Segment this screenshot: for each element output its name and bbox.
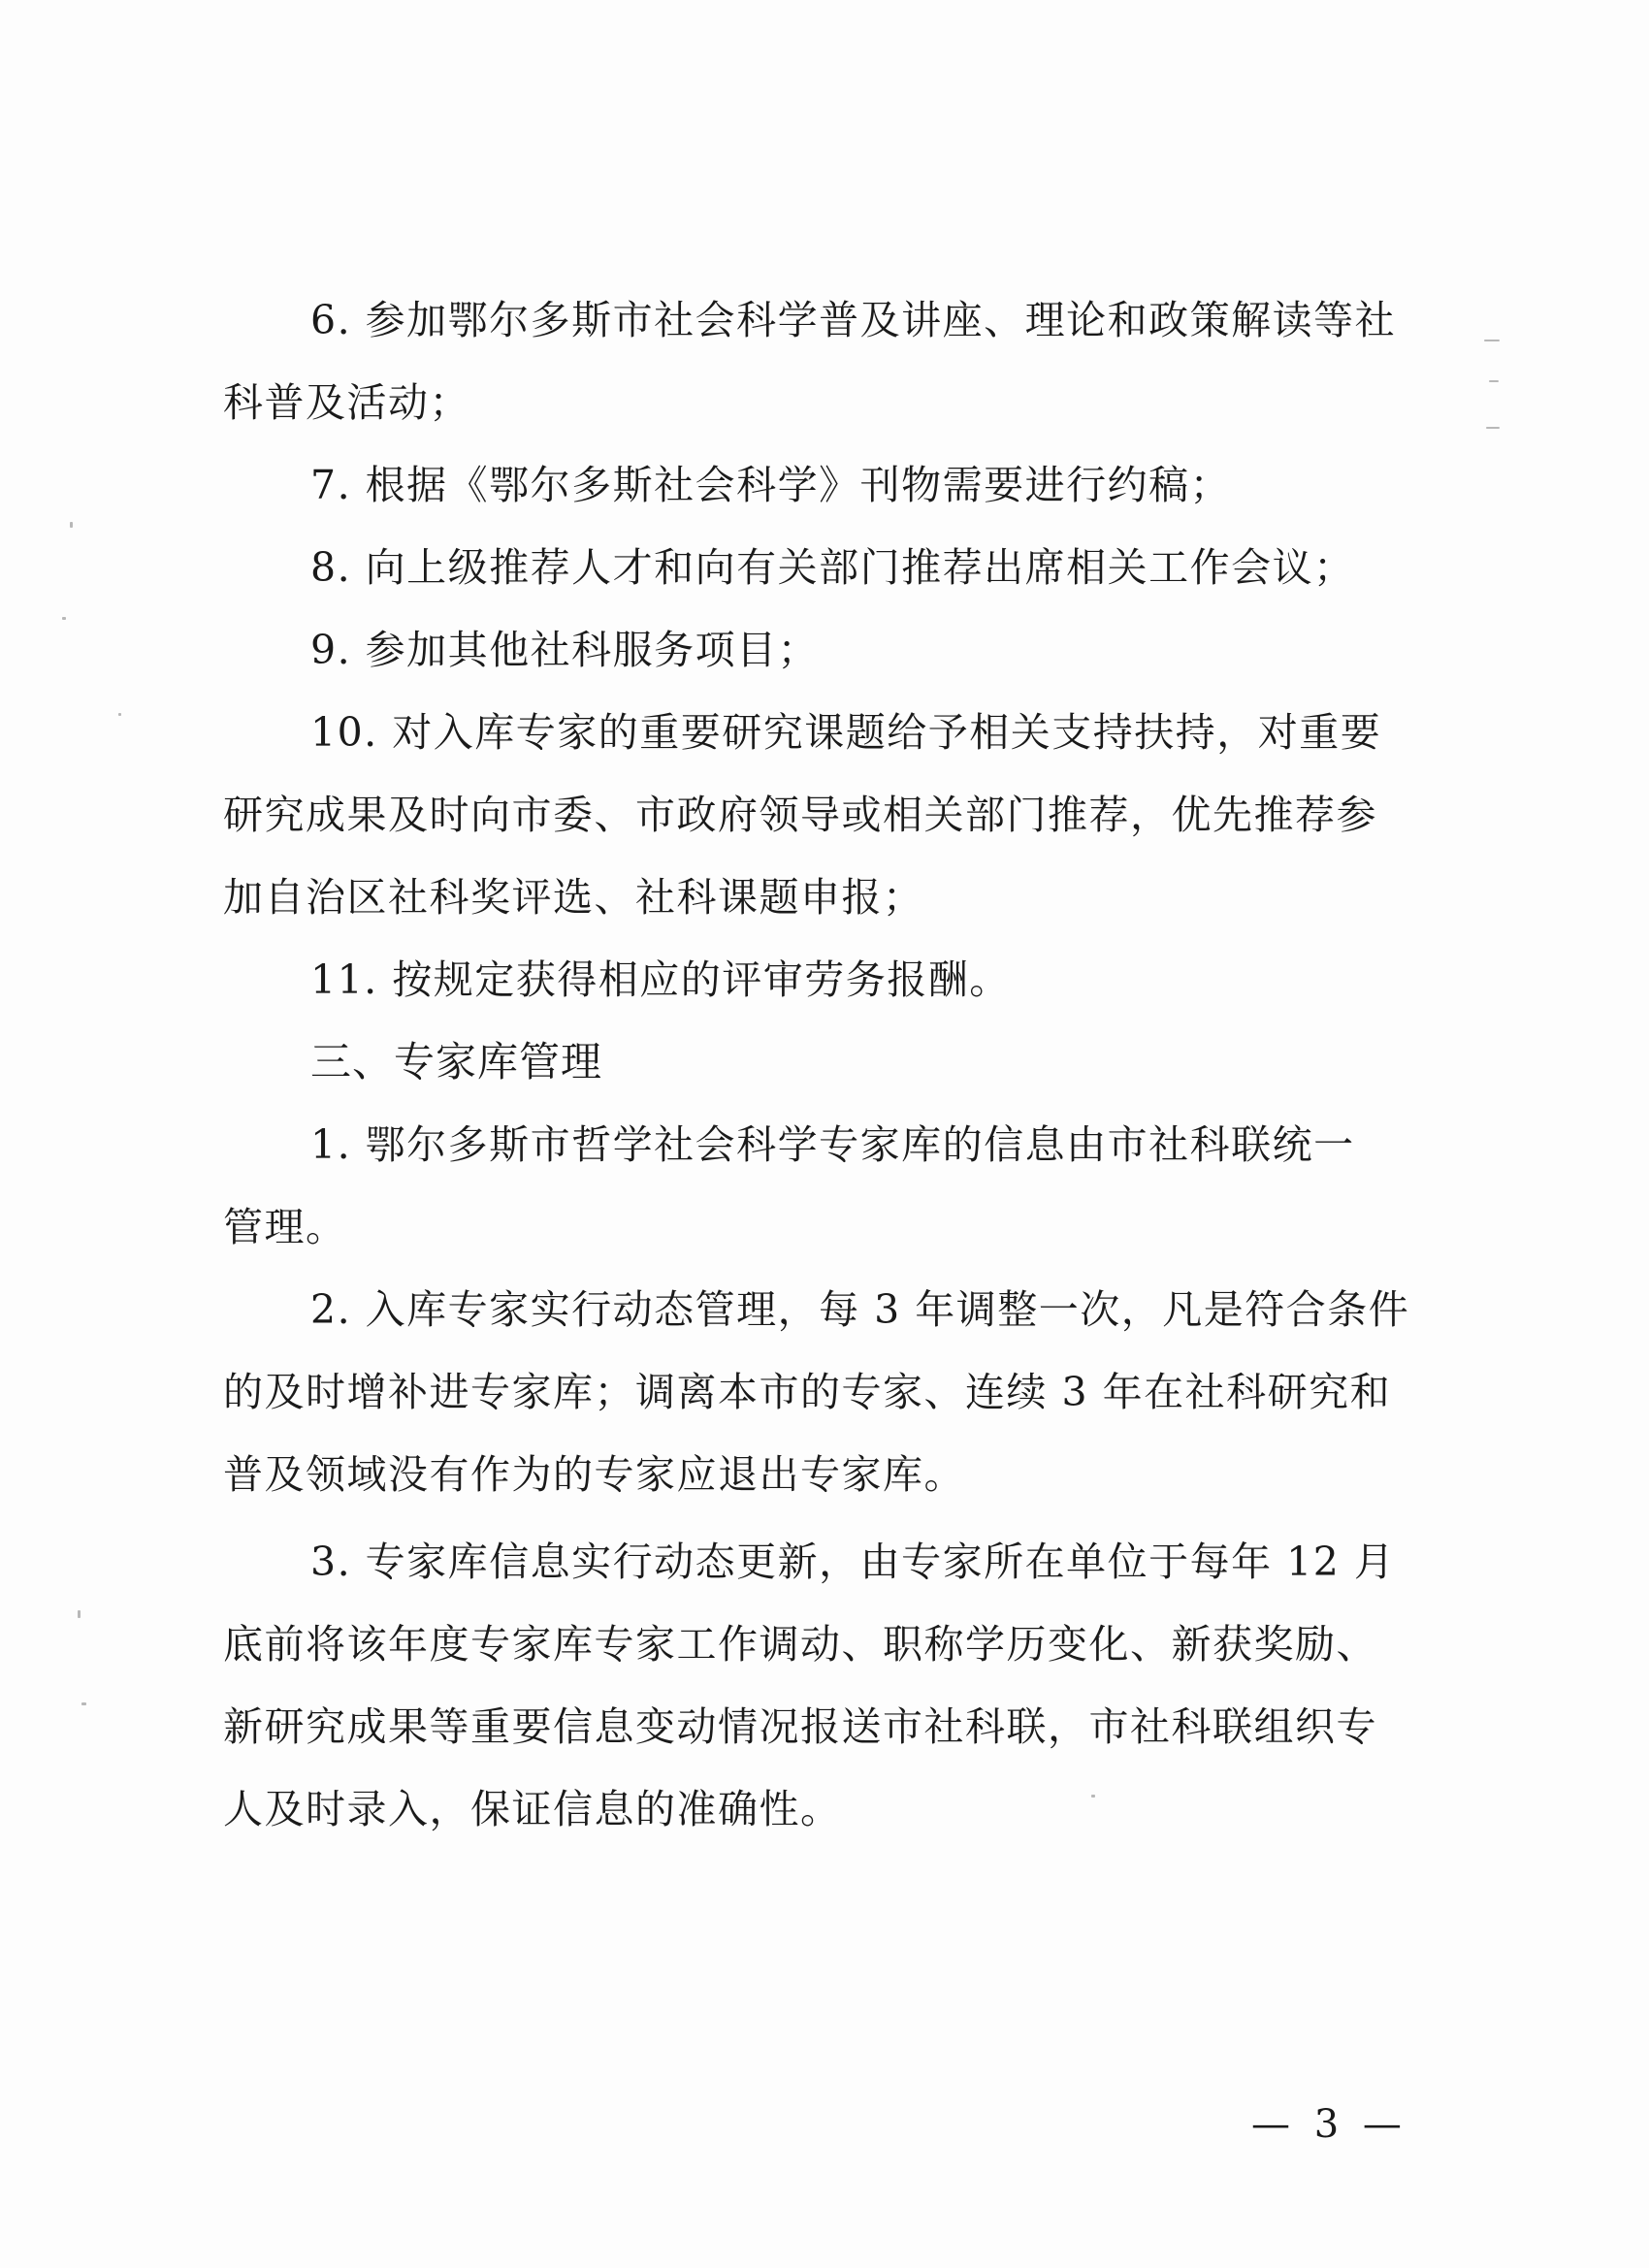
mgmt-item-2-line-3: 普及领域没有作为的专家应退出专家库。 <box>223 1451 965 1498</box>
mgmt-item-2-line-2: 的及时增补进专家库；调离本市的专家、连续 3 年在社科研究和 <box>223 1369 1392 1415</box>
scan-speck <box>81 1702 86 1705</box>
item-10-line-1: 10. 对入库专家的重要研究课题给予相关支持扶持，对重要 <box>310 709 1382 756</box>
item-6-line-1: 6. 参加鄂尔多斯市社会科学普及讲座、理论和政策解读等社 <box>310 297 1397 343</box>
scan-speck <box>62 617 66 620</box>
item-7: 7. 根据《鄂尔多斯社会科学》刊物需要进行约稿； <box>310 462 1232 508</box>
scan-speck <box>78 1610 81 1618</box>
page-number: — 3 — <box>1251 2102 1407 2147</box>
mgmt-item-3-line-2: 底前将该年度专家库专家工作调动、职称学历变化、新获奖励、 <box>223 1621 1377 1668</box>
item-9: 9. 参加其他社科服务项目； <box>310 627 820 673</box>
scan-speck <box>70 522 73 528</box>
mgmt-item-3-line-4: 人及时录入，保证信息的准确性。 <box>223 1786 842 1832</box>
item-8: 8. 向上级推荐人才和向有关部门推荐出席相关工作会议； <box>310 544 1355 591</box>
mgmt-item-2-line-1: 2. 入库专家实行动态管理，每 3 年调整一次，凡是符合条件 <box>310 1286 1410 1333</box>
mgmt-item-1-line-2: 管理。 <box>223 1204 347 1250</box>
section-heading-expert-library-management: 三、专家库管理 <box>310 1038 603 1085</box>
mgmt-item-1-line-1: 1. 鄂尔多斯市哲学社会科学专家库的信息由市社科联统一 <box>310 1121 1355 1168</box>
scan-speck <box>1489 380 1499 382</box>
scan-speck <box>1091 1795 1095 1798</box>
item-11: 11. 按规定获得相应的评审劳务报酬。 <box>310 956 1011 1003</box>
mgmt-item-3-line-1: 3. 专家库信息实行动态更新，由专家所在单位于每年 12 月 <box>310 1539 1396 1585</box>
item-6-line-2: 科普及活动； <box>223 379 470 426</box>
scan-speck <box>1486 427 1500 429</box>
scan-speck <box>1484 340 1500 341</box>
item-10-line-2: 研究成果及时向市委、市政府领导或相关部门推荐，优先推荐参 <box>223 792 1377 838</box>
item-10-line-3: 加自治区社科奖评选、社科课题申报； <box>223 874 924 921</box>
scan-speck <box>118 713 121 716</box>
mgmt-item-3-line-3: 新研究成果等重要信息变动情况报送市社科联，市社科联组织专 <box>223 1703 1377 1750</box>
